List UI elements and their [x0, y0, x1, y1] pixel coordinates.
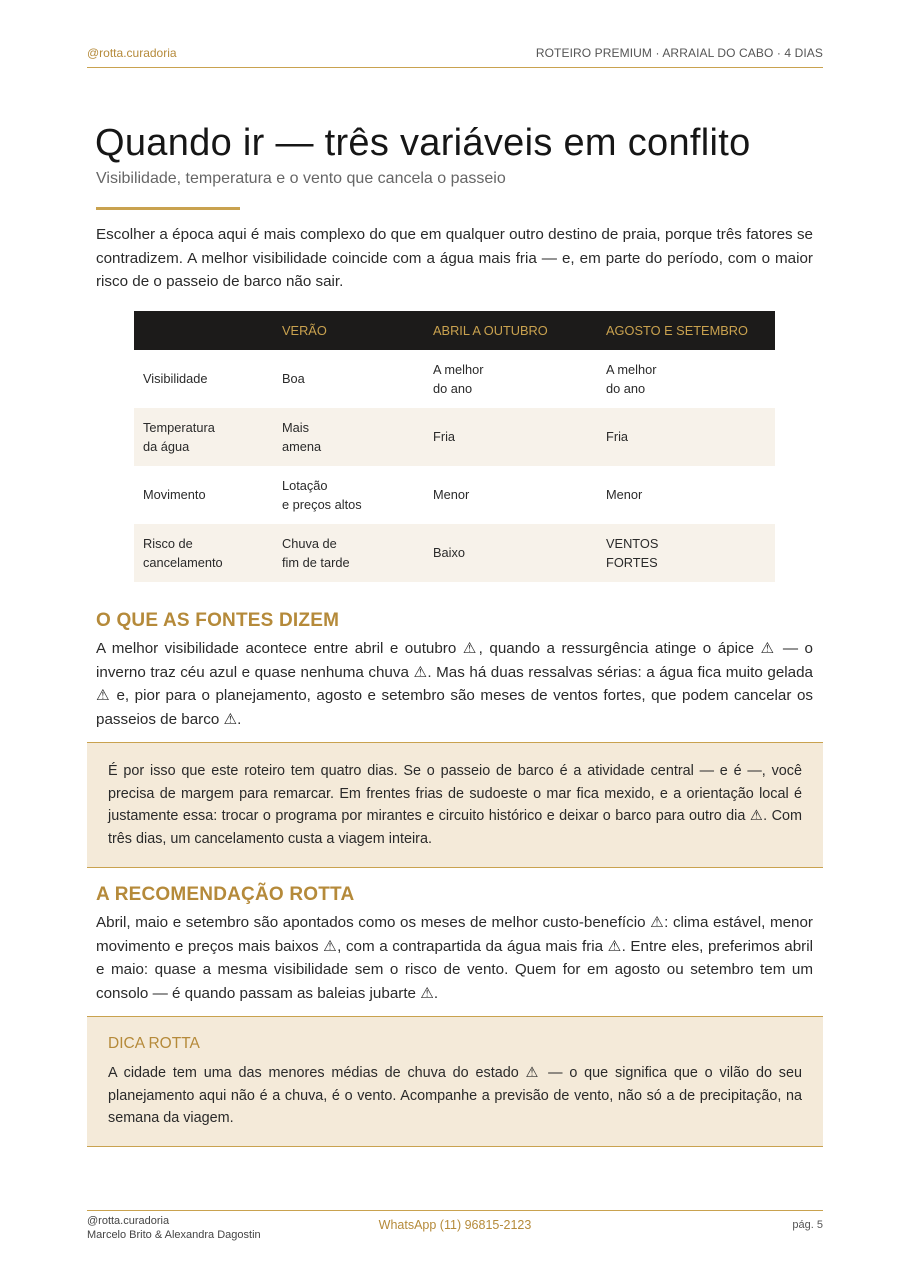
table-header-cell: ABRIL A OUTUBRO [424, 311, 597, 350]
row-label: Visibilidade [143, 371, 208, 387]
tip-callout [87, 1016, 823, 1147]
row-label: Risco de cancelamento [134, 524, 273, 582]
page-header [87, 46, 823, 68]
table-header-row [134, 311, 775, 350]
whatsapp-contact: WhatsApp (11) 96815-2123 [378, 1218, 532, 1232]
table-cell: Menor [606, 487, 643, 503]
document-title: ROTEIRO PREMIUM · ARRAIAL DO CABO · 4 DIAS [535, 46, 823, 60]
table-cell: Mais amena [273, 408, 424, 466]
sources-paragraph: A melhor visibilidade acontece entre abril e outubro ⚠, quando a ressurgência atinge o ápice ⚠ — o inverno traz céu azul e quase nenhuma chuva ⚠. Mas há duas ressalvas sérias: a água fica muito gelada ⚠ e, pior para o planejamento, agosto e setembro são meses de ventos fortes, que podem cancelar os passeios de barco ⚠. [96, 640, 813, 728]
table-cell: Baixo [424, 524, 597, 582]
row-label: Movimento [143, 487, 206, 503]
footer-authors: Marcelo Brito & Alexandra Dagostin [87, 1229, 261, 1241]
table-cell: A melhor do ano [433, 361, 484, 396]
table-cell: Chuva de fim de tarde [273, 524, 424, 582]
page-subtitle: Visibilidade, temperatura e o vento que cancela o passeio [96, 170, 506, 187]
recommendation-paragraph: Abril, maio e setembro são apontados como os meses de melhor custo-benefício ⚠: clima estável, menor movimento e preços mais baixos ⚠, com a contrapartida da água mais fria ⚠. Entre eles, preferimos abril e maio: quase a mesma visibilidade sem o risco de vento. Quem for em agosto ou setembro tem um consolo — é quando passam as baleias jubarte ⚠. [96, 914, 813, 1002]
table-row [134, 466, 775, 524]
season-comparison-table [134, 311, 775, 582]
table-cell: Lotação e preços altos [282, 477, 362, 512]
brand-handle: @rotta.curadoria [87, 46, 177, 60]
callout-text: É por isso que este roteiro tem quatro dias. Se o passeio de barco é a atividade central — e é —, você precisa de margem para remarcar. Em frentes frias de sudoeste o mar fica mexido, e a orientação local é justamente essa: trocar o programa por mirantes e circuito histórico e deixar o barco para outro dia ⚠. Com três dias, um cancelamento custa a viagem inteira. [108, 763, 802, 847]
table-cell: A melhor do ano [606, 361, 657, 396]
tip-label: DICA ROTTA [108, 1035, 200, 1052]
table-header-cell: VERÃO [273, 311, 424, 350]
four-days-callout [87, 742, 823, 868]
page-title: Quando ir — três variáveis em conflito [95, 122, 751, 164]
table-header-cell: AGOSTO E SETEMBRO [597, 311, 775, 350]
recommendation-heading: A RECOMENDAÇÃO ROTTA [96, 884, 355, 905]
sources-heading: O QUE AS FONTES DIZEM [96, 610, 340, 631]
footer-handle: @rotta.curadoria [87, 1215, 170, 1227]
table-row [134, 524, 775, 582]
table-cell: Fria [597, 408, 775, 466]
table-header-cell [134, 311, 273, 350]
table-cell: VENTOS FORTES [597, 524, 775, 582]
table-row [134, 408, 775, 466]
page-footer [87, 1210, 823, 1244]
page-number: pág. 5 [792, 1219, 823, 1231]
intro-paragraph: Escolher a época aqui é mais complexo do que em qualquer outro destino de praia, porque três fatores se contradizem. A melhor visibilidade coincide com a água mais fria — e, em parte do período, com o maior risco de o passeio de barco não sair. [96, 226, 813, 290]
table-cell: Menor [433, 487, 470, 503]
row-label: Temperatura da água [134, 408, 273, 466]
title-underline [96, 207, 240, 210]
table-row [134, 350, 775, 408]
table-cell: Boa [282, 371, 305, 387]
table-cell: Fria [424, 408, 597, 466]
tip-text: A cidade tem uma das menores médias de chuva do estado ⚠ — o que significa que o vilão do seu planejamento aqui não é a chuva, é o vento. Acompanhe a previsão de vento, não só a de precipitação, na semana da viagem. [108, 1065, 802, 1126]
